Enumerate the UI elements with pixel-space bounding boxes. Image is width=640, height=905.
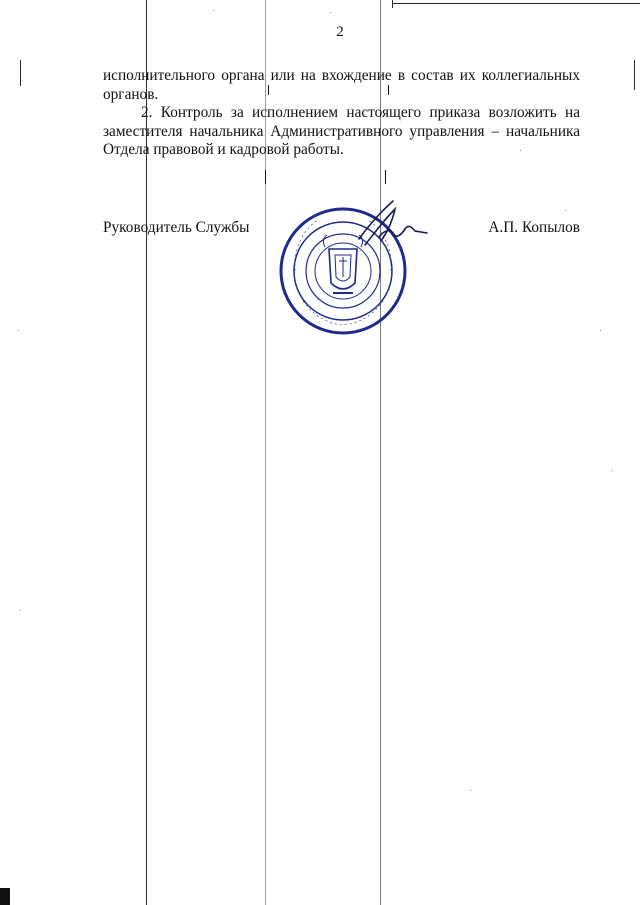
scan-artifact-line bbox=[634, 60, 635, 90]
official-seal-and-signature bbox=[275, 197, 435, 337]
scan-artifact-line bbox=[20, 60, 21, 86]
scan-speck bbox=[470, 790, 471, 791]
body-line: исполнительного органа или на вхождение в состав их коллегиальных bbox=[103, 67, 580, 84]
body-line: заместителя начальника Административного управления – начальника bbox=[103, 122, 580, 140]
scan-artifact-line bbox=[392, 0, 393, 8]
scan-speck bbox=[600, 330, 601, 331]
scan-speck bbox=[20, 610, 21, 611]
scan-speck bbox=[18, 330, 19, 331]
scan-artifact-line bbox=[385, 170, 386, 184]
scan-artifact-line bbox=[265, 170, 266, 184]
page-number: 2 bbox=[336, 24, 344, 40]
signer-name: А.П. Копылов bbox=[488, 219, 580, 236]
body-line: органов. bbox=[103, 85, 159, 103]
signer-title: Руководитель Службы bbox=[103, 219, 250, 236]
scan-artifact-line bbox=[392, 3, 640, 4]
scan-corner-mark bbox=[0, 888, 10, 905]
seal-graphic bbox=[275, 197, 435, 337]
body-text bbox=[103, 67, 580, 160]
scan-speck bbox=[612, 470, 613, 471]
scan-speck bbox=[213, 10, 214, 11]
body-line: 2. Контроль за исполнением настоящего приказа возложить на bbox=[141, 104, 580, 121]
scan-speck bbox=[330, 12, 331, 13]
body-line: Отдела правовой и кадровой работы. bbox=[103, 141, 344, 158]
scan-speck bbox=[565, 210, 566, 211]
